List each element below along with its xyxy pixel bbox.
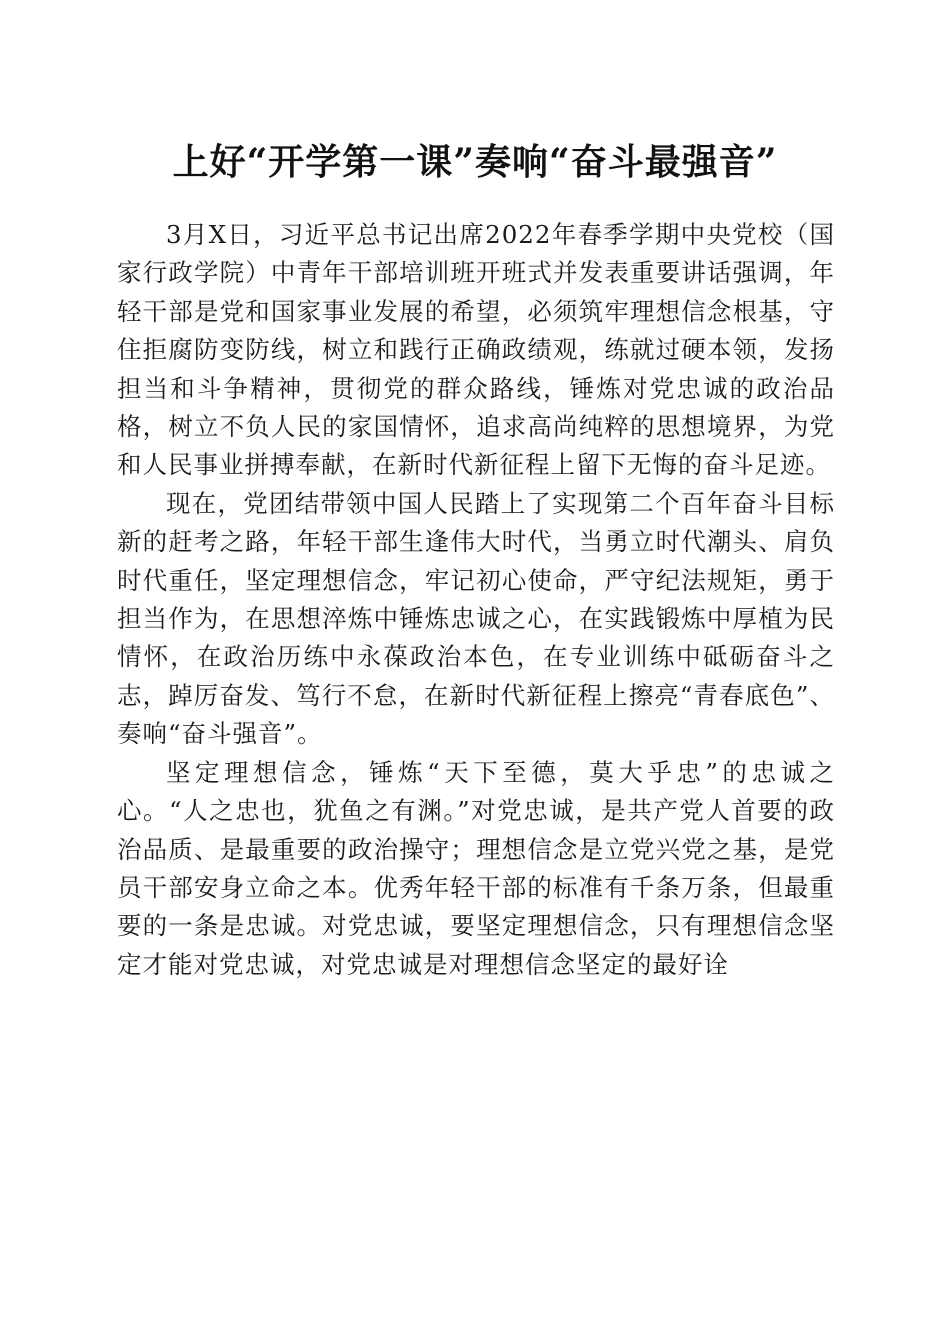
document-body <box>117 216 835 984</box>
paragraph-2: 现在，党团结带领中国人民踏上了实现第二个百年奋斗目标新的赶考之路，年轻干部生逢伟大时代，当勇立时代潮头、肩负时代重任，坚定理想信念，牢记初心使命，严守纪法规矩，勇于担当作为，在思想淬炼中锤炼忠诚之心，在实践锻炼中厚植为民情怀，在政治历练中永葆政治本色，在专业训练中砥砺奋斗之志，踔厉奋发、笃行不怠，在新时代新征程上擦亮“青春底色”、奏响“奋斗强音”。 <box>117 488 835 749</box>
paragraph-1: 3月X日，习近平总书记出席2022年春季学期中央党校（国家行政学院）中青年干部培训班开班式并发表重要讲话强调，年轻干部是党和国家事业发展的希望，必须筑牢理想信念根基，守住拒腐防变防线，树立和践行正确政绩观，练就过硬本领，发扬担当和斗争精神，贯彻党的群众路线，锤炼对党忠诚的政治品格，树立不负人民的家国情怀，追求高尚纯粹的思想境界，为党和人民事业拼搏奉献，在新时代新征程上留下无悔的奋斗足迹。 <box>117 220 835 480</box>
paragraph-3: 坚定理想信念，锤炼“天下至德，莫大乎忠”的忠诚之心。“人之忠也，犹鱼之有渊。”对党忠诚，是共产党人首要的政治品质、是最重要的政治操守；理想信念是立党兴党之基，是党员干部安身立命之本。优秀年轻干部的标准有千条万条，但最重要的一条是忠诚。对党忠诚，要坚定理想信念，只有理想信念坚定才能对党忠诚，对党忠诚是对理想信念坚定的最好诠 <box>117 757 835 979</box>
document-title: 上好“开学第一课”奏响“奋斗最强音” <box>172 141 778 183</box>
